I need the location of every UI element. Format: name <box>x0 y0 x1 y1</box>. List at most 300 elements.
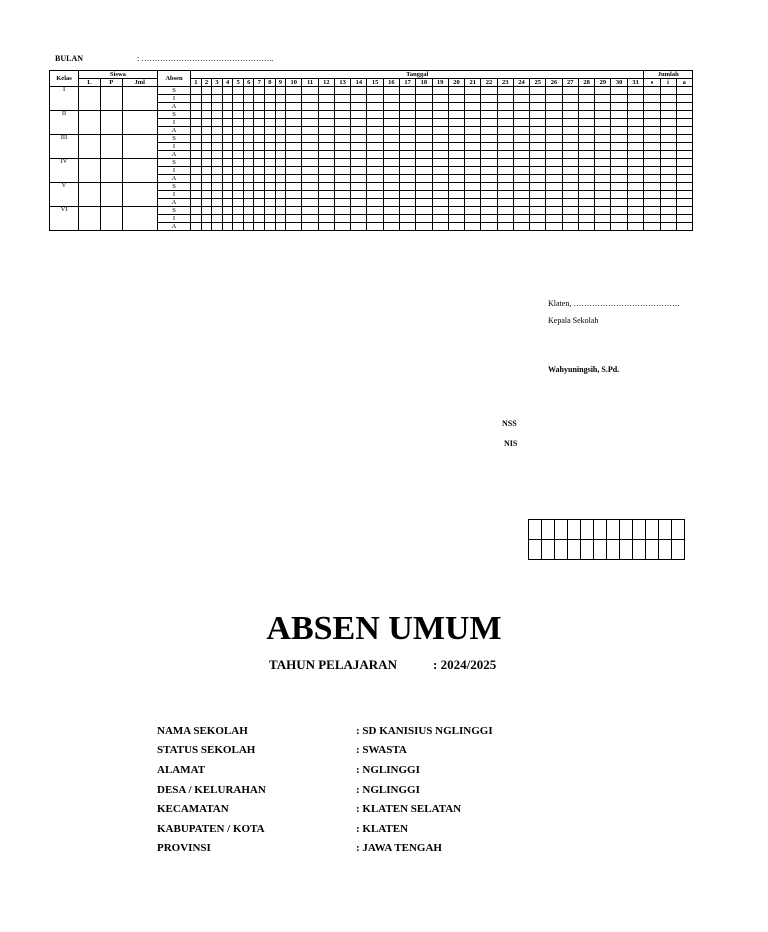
attendance-cell <box>546 87 562 95</box>
attendance-cell <box>416 151 432 159</box>
attendance-cell <box>432 127 448 135</box>
attendance-cell <box>254 135 265 143</box>
attendance-cell <box>627 207 644 215</box>
attendance-cell <box>562 215 578 223</box>
attendance-cell <box>383 143 399 151</box>
number-box <box>529 520 542 540</box>
attendance-cell <box>212 87 223 95</box>
attendance-cell <box>465 87 481 95</box>
attendance-cell <box>201 87 212 95</box>
attendance-cell <box>265 151 276 159</box>
bulan-field: : ………………………………………….. <box>137 54 274 63</box>
attendance-cell <box>595 175 611 183</box>
attendance-cell <box>351 103 367 111</box>
attendance-cell <box>351 167 367 175</box>
attendance-cell <box>448 103 464 111</box>
attendance-cell <box>318 207 334 215</box>
attendance-cell <box>595 135 611 143</box>
attendance-cell <box>660 191 676 199</box>
attendance-cell <box>578 143 594 151</box>
attendance-cell <box>416 183 432 191</box>
attendance-cell <box>644 191 660 199</box>
attendance-cell <box>660 183 676 191</box>
attendance-cell <box>265 135 276 143</box>
attendance-cell <box>254 119 265 127</box>
jumlah-sub-header: s <box>644 79 660 87</box>
attendance-cell <box>432 175 448 183</box>
attendance-cell <box>351 159 367 167</box>
siswa-cell <box>100 183 122 207</box>
attendance-cell <box>212 167 223 175</box>
attendance-cell <box>562 159 578 167</box>
attendance-cell <box>432 183 448 191</box>
attendance-cell <box>302 87 318 95</box>
attendance-cell <box>265 111 276 119</box>
attendance-cell <box>254 183 265 191</box>
attendance-cell <box>243 167 254 175</box>
attendance-cell <box>275 223 286 231</box>
attendance-cell <box>465 207 481 215</box>
attendance-cell <box>275 111 286 119</box>
attendance-cell <box>400 223 416 231</box>
attendance-cell <box>191 143 202 151</box>
absen-code-cell: S <box>157 111 190 119</box>
day-header: 16 <box>383 79 399 87</box>
table-row <box>50 111 693 119</box>
attendance-cell <box>318 167 334 175</box>
attendance-cell <box>546 111 562 119</box>
attendance-cell <box>318 95 334 103</box>
attendance-cell <box>481 223 497 231</box>
attendance-cell <box>595 223 611 231</box>
attendance-cell <box>265 95 276 103</box>
attendance-cell <box>595 207 611 215</box>
attendance-cell <box>497 87 513 95</box>
absen-code-cell: I <box>157 119 190 127</box>
attendance-cell <box>286 183 302 191</box>
attendance-cell <box>233 191 244 199</box>
attendance-cell <box>212 215 223 223</box>
day-header: 4 <box>222 79 233 87</box>
attendance-cell <box>432 87 448 95</box>
attendance-cell <box>265 199 276 207</box>
attendance-cell <box>367 223 383 231</box>
siswa-cell <box>122 207 157 231</box>
attendance-cell <box>611 159 627 167</box>
attendance-cell <box>416 119 432 127</box>
attendance-cell <box>201 119 212 127</box>
info-label: KECAMATAN <box>157 803 229 815</box>
attendance-cell <box>497 143 513 151</box>
siswa-sub-header: L <box>79 79 101 87</box>
attendance-cell <box>275 151 286 159</box>
attendance-cell <box>644 95 660 103</box>
attendance-cell <box>562 111 578 119</box>
attendance-cell <box>383 167 399 175</box>
attendance-cell <box>383 183 399 191</box>
attendance-cell <box>191 199 202 207</box>
attendance-cell <box>513 143 529 151</box>
attendance-cell <box>448 95 464 103</box>
attendance-cell <box>243 87 254 95</box>
attendance-cell <box>302 167 318 175</box>
attendance-cell <box>432 111 448 119</box>
attendance-cell <box>367 175 383 183</box>
attendance-cell <box>201 183 212 191</box>
number-box <box>607 540 620 560</box>
attendance-cell <box>367 119 383 127</box>
attendance-cell <box>611 87 627 95</box>
nis-label: NIS <box>504 439 518 448</box>
attendance-cell <box>233 111 244 119</box>
attendance-cell <box>334 199 350 207</box>
day-header: 27 <box>562 79 578 87</box>
attendance-cell <box>275 87 286 95</box>
attendance-cell <box>448 215 464 223</box>
jumlah-sub-header: i <box>660 79 676 87</box>
attendance-cell <box>367 199 383 207</box>
attendance-cell <box>546 151 562 159</box>
absen-code-cell: I <box>157 167 190 175</box>
attendance-cell <box>302 127 318 135</box>
attendance-cell <box>595 151 611 159</box>
attendance-cell <box>530 199 546 207</box>
attendance-cell <box>383 191 399 199</box>
attendance-cell <box>481 183 497 191</box>
attendance-cell <box>595 215 611 223</box>
attendance-cell <box>416 159 432 167</box>
attendance-cell <box>513 183 529 191</box>
attendance-cell <box>233 135 244 143</box>
absen-code-cell: A <box>157 199 190 207</box>
attendance-cell <box>644 87 660 95</box>
attendance-cell <box>432 95 448 103</box>
attendance-cell <box>212 159 223 167</box>
attendance-cell <box>530 183 546 191</box>
attendance-cell <box>627 143 644 151</box>
attendance-cell <box>318 159 334 167</box>
attendance-cell <box>383 151 399 159</box>
attendance-cell <box>254 143 265 151</box>
attendance-cell <box>367 191 383 199</box>
attendance-cell <box>513 111 529 119</box>
attendance-cell <box>318 215 334 223</box>
attendance-cell <box>546 167 562 175</box>
attendance-cell <box>416 167 432 175</box>
attendance-cell <box>243 207 254 215</box>
attendance-cell <box>595 191 611 199</box>
attendance-cell <box>243 135 254 143</box>
absen-code-cell: I <box>157 95 190 103</box>
attendance-cell <box>334 175 350 183</box>
attendance-cell <box>212 103 223 111</box>
attendance-cell <box>595 87 611 95</box>
attendance-cell <box>546 223 562 231</box>
attendance-cell <box>265 167 276 175</box>
attendance-cell <box>275 103 286 111</box>
attendance-cell <box>318 87 334 95</box>
attendance-cell <box>481 127 497 135</box>
attendance-cell <box>233 159 244 167</box>
attendance-cell <box>334 191 350 199</box>
attendance-cell <box>334 135 350 143</box>
attendance-cell <box>191 151 202 159</box>
attendance-cell <box>595 183 611 191</box>
attendance-cell <box>243 175 254 183</box>
attendance-cell <box>254 87 265 95</box>
attendance-cell <box>286 159 302 167</box>
siswa-cell <box>79 111 101 135</box>
attendance-cell <box>578 183 594 191</box>
attendance-cell <box>644 119 660 127</box>
attendance-cell <box>222 207 233 215</box>
attendance-cell <box>367 143 383 151</box>
attendance-cell <box>265 223 276 231</box>
attendance-cell <box>222 223 233 231</box>
kelas-header: Kelas <box>50 71 79 87</box>
attendance-cell <box>611 223 627 231</box>
absen-code-cell: A <box>157 175 190 183</box>
attendance-cell <box>212 183 223 191</box>
attendance-cell <box>611 199 627 207</box>
number-box <box>659 520 672 540</box>
attendance-cell <box>513 215 529 223</box>
attendance-cell <box>578 87 594 95</box>
attendance-cell <box>222 127 233 135</box>
attendance-cell <box>562 143 578 151</box>
attendance-cell <box>465 223 481 231</box>
attendance-cell <box>191 87 202 95</box>
attendance-cell <box>400 159 416 167</box>
attendance-cell <box>334 103 350 111</box>
attendance-cell <box>530 127 546 135</box>
attendance-cell <box>302 215 318 223</box>
attendance-cell <box>400 215 416 223</box>
attendance-cell <box>660 135 676 143</box>
attendance-cell <box>334 167 350 175</box>
attendance-cell <box>546 207 562 215</box>
attendance-cell <box>286 223 302 231</box>
siswa-cell <box>100 135 122 159</box>
attendance-cell <box>383 111 399 119</box>
attendance-cell <box>191 159 202 167</box>
attendance-cell <box>275 167 286 175</box>
attendance-cell <box>367 127 383 135</box>
attendance-cell <box>275 95 286 103</box>
attendance-cell <box>201 215 212 223</box>
attendance-cell <box>286 127 302 135</box>
attendance-cell <box>286 175 302 183</box>
attendance-cell <box>595 119 611 127</box>
kelas-cell: I <box>50 87 79 111</box>
attendance-cell <box>383 215 399 223</box>
attendance-cell <box>233 151 244 159</box>
attendance-cell <box>627 215 644 223</box>
absen-code-cell: S <box>157 207 190 215</box>
attendance-cell <box>497 151 513 159</box>
jumlah-sub-header: a <box>676 79 692 87</box>
attendance-cell <box>351 119 367 127</box>
attendance-cell <box>191 175 202 183</box>
attendance-cell <box>400 151 416 159</box>
attendance-cell <box>611 127 627 135</box>
number-box <box>581 520 594 540</box>
attendance-cell <box>201 175 212 183</box>
attendance-cell <box>367 183 383 191</box>
attendance-cell <box>233 167 244 175</box>
attendance-cell <box>676 143 692 151</box>
attendance-cell <box>448 167 464 175</box>
attendance-cell <box>416 215 432 223</box>
attendance-cell <box>481 135 497 143</box>
attendance-cell <box>627 223 644 231</box>
attendance-cell <box>400 111 416 119</box>
attendance-cell <box>465 135 481 143</box>
attendance-cell <box>222 215 233 223</box>
attendance-cell <box>481 143 497 151</box>
attendance-cell <box>660 223 676 231</box>
attendance-cell <box>191 183 202 191</box>
attendance-cell <box>676 159 692 167</box>
attendance-cell <box>318 111 334 119</box>
table-row <box>50 183 693 191</box>
attendance-cell <box>351 127 367 135</box>
attendance-cell <box>448 127 464 135</box>
attendance-cell <box>660 95 676 103</box>
attendance-cell <box>233 175 244 183</box>
attendance-cell <box>265 119 276 127</box>
attendance-cell <box>578 135 594 143</box>
attendance-cell <box>243 183 254 191</box>
attendance-cell <box>265 159 276 167</box>
table-row <box>50 87 693 95</box>
attendance-cell <box>191 111 202 119</box>
day-header: 21 <box>465 79 481 87</box>
attendance-cell <box>595 167 611 175</box>
siswa-cell <box>122 135 157 159</box>
attendance-cell <box>513 223 529 231</box>
absen-code-cell: S <box>157 183 190 191</box>
attendance-cell <box>562 199 578 207</box>
number-box <box>646 540 659 560</box>
number-box <box>529 540 542 560</box>
attendance-cell <box>286 111 302 119</box>
attendance-cell <box>432 199 448 207</box>
attendance-cell <box>432 207 448 215</box>
attendance-cell <box>627 87 644 95</box>
attendance-cell <box>644 143 660 151</box>
attendance-cell <box>212 207 223 215</box>
attendance-cell <box>201 191 212 199</box>
attendance-cell <box>595 159 611 167</box>
attendance-cell <box>318 127 334 135</box>
attendance-cell <box>222 191 233 199</box>
attendance-cell <box>497 215 513 223</box>
attendance-cell <box>546 135 562 143</box>
attendance-cell <box>465 159 481 167</box>
siswa-cell <box>100 159 122 183</box>
attendance-cell <box>465 103 481 111</box>
attendance-cell <box>233 87 244 95</box>
attendance-cell <box>201 111 212 119</box>
attendance-cell <box>448 119 464 127</box>
attendance-cell <box>481 167 497 175</box>
attendance-cell <box>302 103 318 111</box>
attendance-cell <box>660 103 676 111</box>
attendance-cell <box>191 215 202 223</box>
attendance-cell <box>513 87 529 95</box>
attendance-cell <box>481 215 497 223</box>
absen-code-cell: S <box>157 159 190 167</box>
attendance-cell <box>416 223 432 231</box>
attendance-cell <box>275 183 286 191</box>
attendance-cell <box>546 175 562 183</box>
attendance-cell <box>416 143 432 151</box>
attendance-cell <box>611 215 627 223</box>
attendance-cell <box>243 151 254 159</box>
attendance-cell <box>481 175 497 183</box>
attendance-cell <box>351 199 367 207</box>
attendance-cell <box>562 135 578 143</box>
attendance-cell <box>513 191 529 199</box>
attendance-cell <box>578 191 594 199</box>
attendance-cell <box>578 119 594 127</box>
attendance-cell <box>627 111 644 119</box>
attendance-cell <box>497 127 513 135</box>
attendance-cell <box>351 135 367 143</box>
attendance-cell <box>432 135 448 143</box>
attendance-cell <box>546 191 562 199</box>
attendance-cell <box>465 119 481 127</box>
attendance-cell <box>191 119 202 127</box>
attendance-cell <box>530 87 546 95</box>
attendance-cell <box>530 95 546 103</box>
day-header: 26 <box>546 79 562 87</box>
attendance-cell <box>334 151 350 159</box>
attendance-cell <box>595 127 611 135</box>
attendance-cell <box>400 175 416 183</box>
attendance-cell <box>201 223 212 231</box>
attendance-cell <box>644 207 660 215</box>
attendance-cell <box>254 191 265 199</box>
attendance-cell <box>676 167 692 175</box>
attendance-cell <box>302 119 318 127</box>
attendance-cell <box>562 127 578 135</box>
attendance-cell <box>302 111 318 119</box>
attendance-cell <box>644 159 660 167</box>
attendance-cell <box>286 207 302 215</box>
attendance-cell <box>465 199 481 207</box>
attendance-cell <box>233 199 244 207</box>
attendance-cell <box>432 119 448 127</box>
attendance-cell <box>448 207 464 215</box>
attendance-cell <box>286 199 302 207</box>
siswa-cell <box>122 159 157 183</box>
attendance-cell <box>676 183 692 191</box>
attendance-cell <box>334 215 350 223</box>
attendance-cell <box>595 103 611 111</box>
attendance-cell <box>660 215 676 223</box>
attendance-cell <box>201 207 212 215</box>
attendance-cell <box>481 159 497 167</box>
attendance-cell <box>212 175 223 183</box>
attendance-cell <box>243 143 254 151</box>
attendance-cell <box>432 143 448 151</box>
attendance-cell <box>530 135 546 143</box>
attendance-cell <box>201 159 212 167</box>
attendance-cell <box>595 199 611 207</box>
absen-code-cell: S <box>157 87 190 95</box>
